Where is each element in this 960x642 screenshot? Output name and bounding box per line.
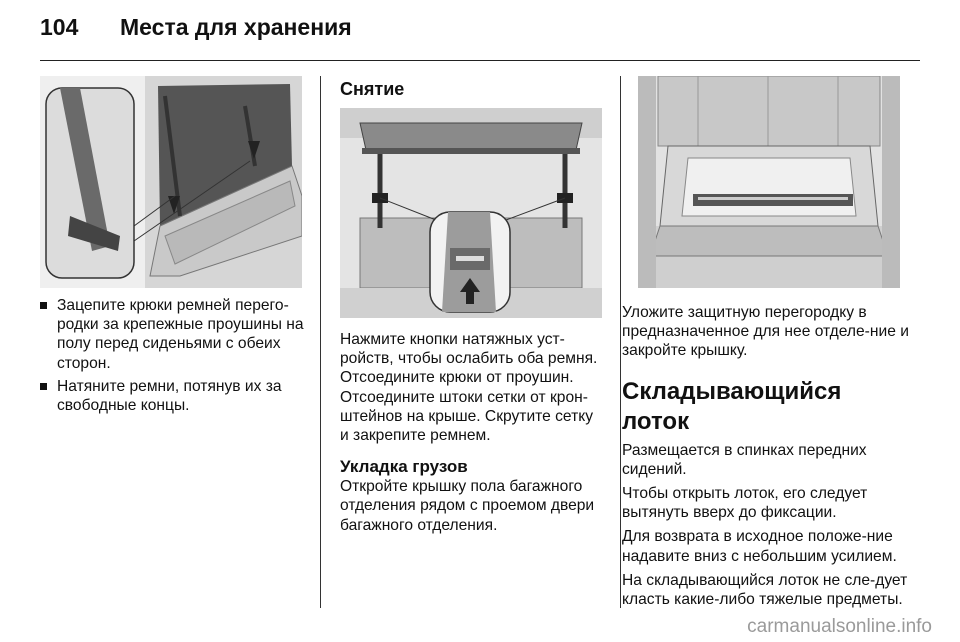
list-item: Натяните ремни, потянув их за свободные концы. — [40, 377, 310, 415]
column-divider-2 — [620, 76, 621, 608]
page-title: Места для хранения — [120, 14, 352, 40]
tray-paragraph: Размещается в спинках передних сидений. — [622, 441, 867, 478]
page-number: 104 — [40, 14, 79, 40]
right-column-text — [622, 303, 912, 609]
list-item: Зацепите крюки ремней перего-родки за крепежные проушины на полу перед сиденьями с обеих сторон. — [40, 296, 310, 373]
column-divider-1 — [320, 76, 321, 608]
intro-paragraph: Уложите защитную перегородку в предназначенное для нее отделе-ние и закройте крышку. — [622, 304, 909, 360]
cargo-floor-compartment-illustration — [638, 76, 900, 288]
instruction-list — [40, 296, 310, 415]
section-heading-folding-tray: Складывающийся лоток — [622, 377, 842, 435]
tray-paragraph: На складывающийся лоток не сле-дует класть какие-либо тяжелые предметы. — [622, 571, 908, 609]
net-removal-illustration — [340, 108, 602, 318]
removal-paragraph: Нажмите кнопки натяжных уст-ройств, чтобы ослабить оба ремня. Отсоедините крюки от проушин. Отсоедините штоки сетки от крон-штейнов на крыше. Скрутите сетку и закрепите ремнем. — [340, 331, 598, 445]
header-rule — [40, 60, 920, 61]
tray-paragraph: Для возврата в исходное положе-ние надавите вниз с небольшим усилием. — [622, 528, 897, 565]
left-column-text — [40, 296, 310, 419]
page-header — [40, 14, 920, 54]
middle-column-text — [340, 330, 605, 535]
section-heading-removal: Снятие — [340, 79, 405, 99]
bullet-square-icon — [40, 302, 47, 309]
cargo-net-hooks-illustration — [40, 76, 302, 288]
bullet-square-icon — [40, 383, 47, 390]
heading-removal-wrap — [340, 78, 602, 100]
stowing-paragraph: Откройте крышку пола багажного отделения рядом с проемом двери багажного отделения. — [340, 478, 595, 534]
watermark-text: carmanualsonline.info — [747, 616, 932, 637]
tray-paragraph: Чтобы открыть лоток, его следует вытянуть вверх до фиксации. — [622, 485, 868, 522]
section-heading-stowing: Укладка грузов — [340, 457, 468, 477]
